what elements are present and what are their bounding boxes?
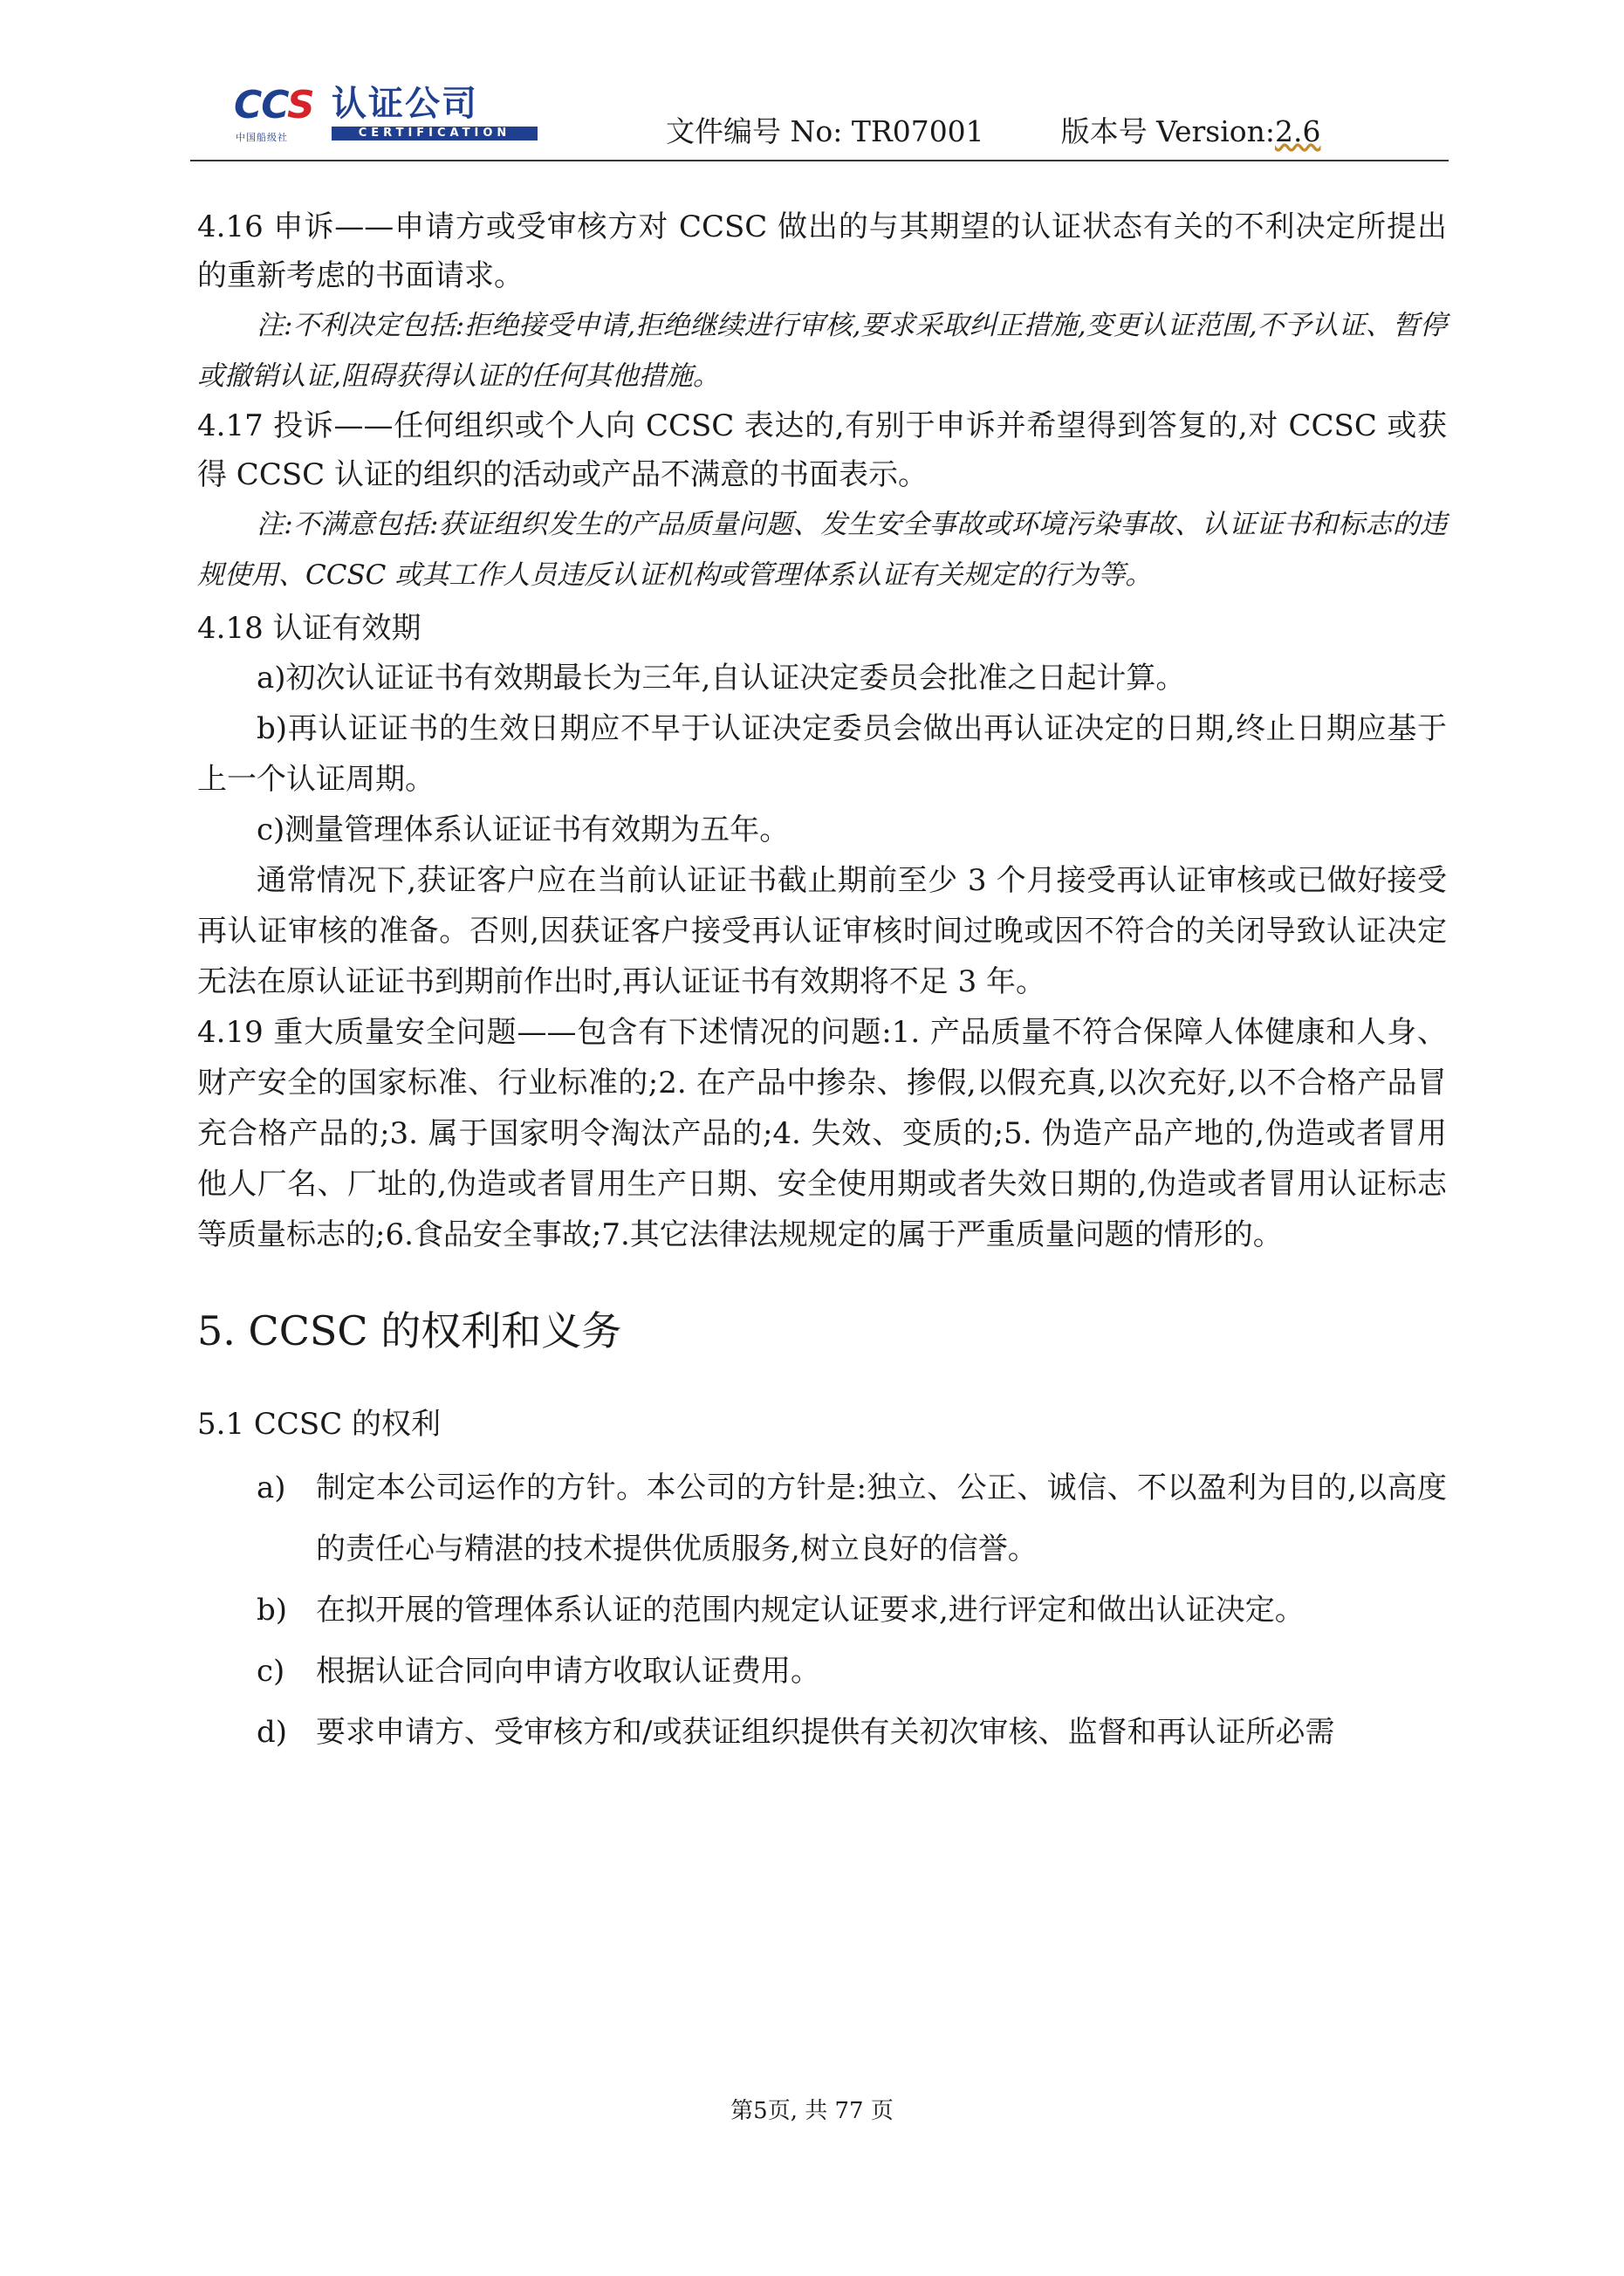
- list-item: [197, 1580, 1447, 1641]
- page-footer: 第5页, 共 77 页: [730, 2098, 894, 2124]
- doc-number: 文件编号 No: TR07001: [666, 114, 984, 148]
- list-marker: d): [257, 1715, 288, 1750]
- list-marker: a): [257, 1470, 286, 1505]
- clause-4-18-a: a)初次认证证书有效期最长为三年,自认证决定委员会批准之日起计算。: [257, 661, 1186, 696]
- clause-4-18: 4.18 认证有效期: [197, 611, 421, 646]
- logo-sub: 中国船级社: [236, 132, 288, 143]
- list-item: [197, 1641, 1447, 1702]
- document-body: [197, 202, 1447, 1763]
- list-item-text: 要求申请方、受审核方和/或获证组织提供有关初次审核、监督和再认证所必需: [316, 1715, 1335, 1750]
- note-4-17: 注:不满意包括:获证组织发生的产品质量问题、发生安全事故或环境污染事故、认证证书和标志的违规使用、CCSC 或其工作人员违反认证机构或管理体系认证有关规定的行为等。: [197, 509, 1447, 591]
- page-header: [190, 83, 1449, 161]
- clause-4-18-note: 通常情况下,获证客户应在当前认证证书截止期前至少 3 个月接受再认证审核或已做好接受再认证审核的准备。否则,因获证客户接受再认证审核时间过晚或因不符合的关闭导致认证决定无法在原认证证书到期前作出时,再认证证书有效期将不足 3 年。: [197, 863, 1447, 999]
- version-value: 2.6: [1275, 114, 1321, 148]
- ccs-logo: [234, 83, 557, 146]
- clause-4-17: 4.17 投诉——任何组织或个人向 CCSC 表达的,有别于申诉并希望得到答复的,对 CCSC 或获得 CCSC 认证的组织的活动或产品不满意的书面表示。: [197, 408, 1447, 492]
- list-item: [197, 1702, 1447, 1763]
- list-item-text: 在拟开展的管理体系认证的范围内规定认证要求,进行评定和做出认证决定。: [316, 1593, 1305, 1628]
- rights-list: [197, 1457, 1447, 1763]
- list-item: [197, 1457, 1447, 1580]
- list-item-text: 根据认证合同向申请方收取认证费用。: [316, 1654, 820, 1689]
- list-item-text: 制定本公司运作的方针。本公司的方针是:独立、公正、诚信、不以盈利为目的,以高度的责任心与精湛的技术提供优质服务,树立良好的信誉。: [316, 1470, 1447, 1566]
- list-marker: b): [257, 1593, 288, 1628]
- version-label: 版本号 Version:: [1060, 114, 1276, 148]
- clause-4-18-b: b)再认证证书的生效日期应不早于认证决定委员会做出再认证决定的日期,终止日期应基于上一个认证周期。: [197, 711, 1447, 797]
- clause-4-16: 4.16 申诉——申请方或受审核方对 CCSC 做出的与其期望的认证状态有关的不利决定所提出的重新考虑的书面请求。: [197, 209, 1447, 293]
- header-rule: [190, 160, 1449, 161]
- clause-4-18-c: c)测量管理体系认证证书有效期为五年。: [257, 812, 790, 847]
- logo-mark: CCS: [234, 83, 314, 127]
- logo-name: 认证公司: [332, 84, 478, 124]
- section-5-title: 5. CCSC 的权利和义务: [197, 1307, 622, 1354]
- logo-bar: CERTIFICATION: [332, 127, 538, 141]
- doc-info: [666, 114, 1321, 149]
- note-4-16: 注:不利决定包括:拒绝接受申请,拒绝继续进行审核,要求采取纠正措施,变更认证范围,不予认证、暂停或撤销认证,阻碍获得认证的任何其他措施。: [197, 310, 1447, 392]
- subsection-5-1-title: 5.1 CCSC 的权利: [197, 1407, 442, 1442]
- clause-4-19: 4.19 重大质量安全问题——包含有下述情况的问题:1. 产品质量不符合保障人体健康和人身、财产安全的国家标准、行业标准的;2. 在产品中掺杂、掺假,以假充真,以次充好,以不合格产品冒充合格产品的;3. 属于国家明令淘汰产品的;4. 失效、变质的;5. 伪造产品产地的,伪造或者冒用他人厂名、厂址的,伪造或者冒用生产日期、安全使用期或者失效日期的,伪造或者冒用认证标志等质量标志的;6.食品安全事故;7.其它法律法规规定的属于严重质量问题的情形的。: [197, 1015, 1447, 1252]
- list-marker: c): [257, 1654, 285, 1689]
